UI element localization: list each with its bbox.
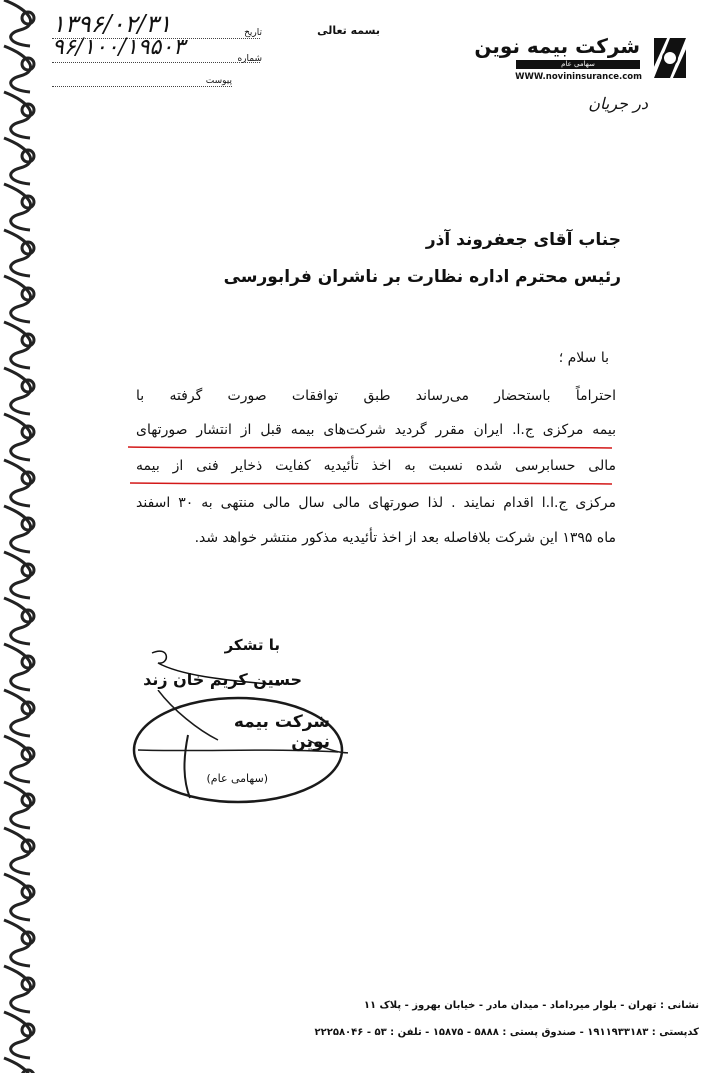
logo-caption-bar: سهامی عام [516, 60, 640, 69]
closing: با تشکر [224, 636, 280, 654]
greeting: با سلام ؛ [558, 350, 609, 366]
body-line-1: احتراماً باستحضار می‌رساند طبق توافقات صورت گرفته با [136, 388, 616, 404]
recipient-title: رئیس محترم اداره نظارت بر ناشران فرابورسی [223, 267, 621, 287]
body-line-3: مالی حسابرسی شده نسبت به اخذ تأئیدیه کفایت ذخایر فنی از بیمه [136, 458, 616, 474]
number-value: ۹۶/۱۰۰/۱۹۵۰۳ [52, 35, 185, 60]
company-website: WWW.novininsurance.com [515, 72, 642, 82]
signature-scribble [140, 645, 340, 695]
stamp-company: شرکت بیمه نوین [233, 712, 330, 752]
signer-name: حسین کریم خان زند [143, 670, 302, 689]
recipient-name: جناب آقای جعفروند آذر [425, 230, 621, 250]
handwritten-note: در جریان [588, 94, 648, 113]
body-line-2: بیمه مرکزی ج.ا. ایران مقرر گردید شرکت‌های بیمه قبل از انتشار صورتهای [136, 422, 616, 438]
footer-address: نشانی : تهران - بلوار میرداماد - میدان مادر - خیابان بهروز - پلاک ۱۱ [363, 1000, 699, 1011]
company-stamp [128, 690, 348, 810]
number-label: شماره [237, 54, 262, 64]
body-line-4: مرکزی ج.ا.ا اقدام نمایند . لذا صورتهای مالی سال مالی منتهی به ۳۰ اسفند [136, 495, 616, 511]
body-line-5: ماه ۱۳۹۵ این شرکت بلافاصله بعد از اخذ تأئیدیه مذکور منتشر خواهد شد. [194, 530, 616, 546]
date-label: تاریخ [244, 28, 262, 38]
company-name: شرکت بیمه نوین [474, 34, 640, 58]
attachment-label: پیوست [205, 76, 232, 86]
footer-contact: کدپستی : ۱۹۱۱۹۳۳۱۸۳ - صندوق پستی : ۵۸۸۸ - ۱۵۸۷۵ - تلفن : ۵۳ - ۲۲۲۵۸۰۴۶ [314, 1027, 699, 1038]
bismillah: بسمه تعالی [317, 24, 380, 37]
date-value: ۱۳۹۶/۰۲/۳۱ [52, 10, 172, 38]
stamp-type: (سهامی عام) [206, 772, 268, 785]
